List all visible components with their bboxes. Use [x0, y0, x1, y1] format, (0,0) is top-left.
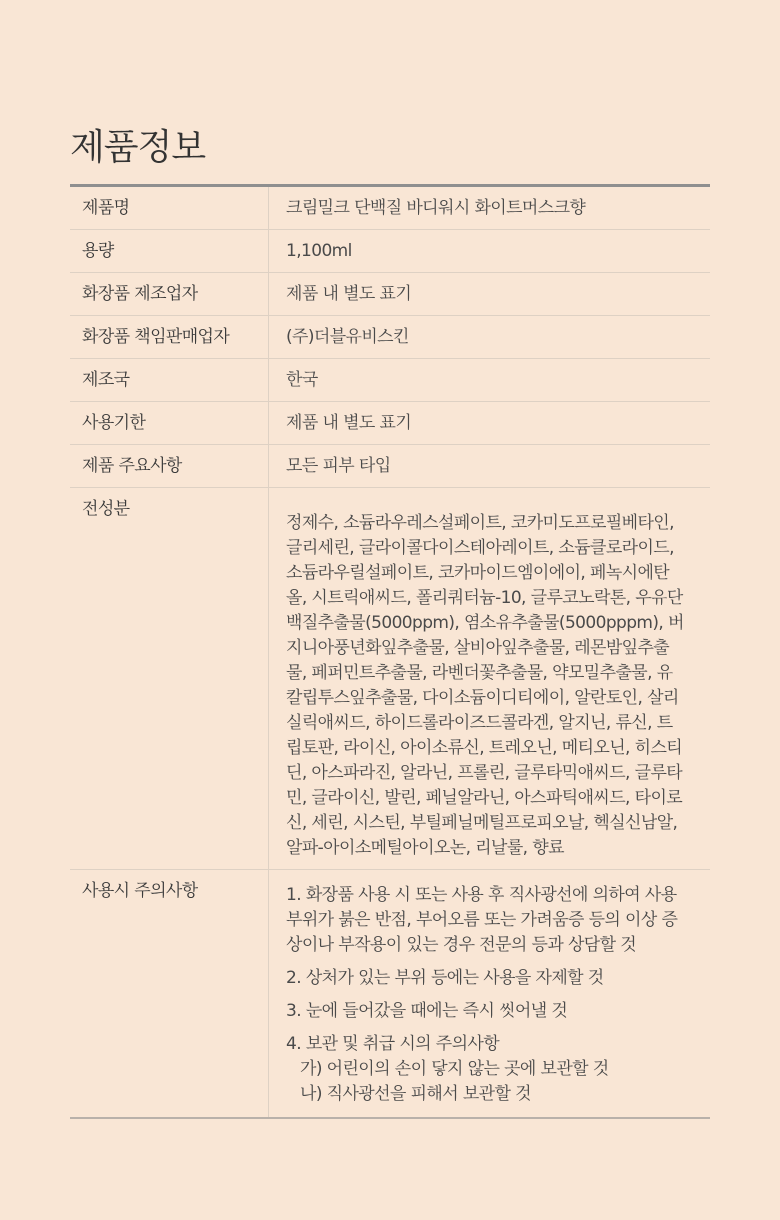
- row-value-manufacturer: 제품 내 별도 표기: [269, 273, 711, 316]
- row-value-distributor: (주)더블유비스킨: [269, 316, 711, 359]
- ingredients-text: [286, 511, 710, 861]
- row-label-country: 제조국: [70, 359, 269, 402]
- caution-item-1: [286, 883, 710, 958]
- ingredient-line: 물, 페퍼민트추출물, 라벤더꽃추출물, 약모밀추출물, 유: [286, 663, 673, 683]
- table-row: [70, 230, 710, 273]
- ingredient-line: 올, 시트릭애씨드, 폴리쿼터늄-10, 글루코노락톤, 우유단: [286, 588, 683, 608]
- row-label-distributor: 화장품 책임판매업자: [70, 316, 269, 359]
- ingredient-line: 칼립투스잎추출물, 다이소듐이디티에이, 알란토인, 살리: [286, 688, 679, 708]
- row-label-manufacturer: 화장품 제조업자: [70, 273, 269, 316]
- row-value-cautions: [269, 870, 711, 1119]
- cautions-list: [286, 883, 710, 1107]
- ingredient-line: 알파-아이소메틸아이오논, 리날룰, 향료: [286, 838, 564, 858]
- caution-line: 부위가 붉은 반점, 부어오름 또는 가려움증 등의 이상 증: [286, 910, 678, 930]
- ingredient-line: 민, 글라이신, 발린, 페닐알라닌, 아스파틱애씨드, 타이로: [286, 788, 683, 808]
- row-value-country: 한국: [269, 359, 711, 402]
- ingredient-line: 지니아풍년화잎추출물, 살비아잎추출물, 레몬밤잎추출: [286, 638, 670, 658]
- table-row: [70, 316, 710, 359]
- table-row: [70, 273, 710, 316]
- table-row: [70, 488, 710, 870]
- ingredient-line: 립토판, 라이신, 아이소류신, 트레오닌, 메티오닌, 히스티: [286, 738, 683, 758]
- row-value-product-name: 크림밀크 단백질 바디워시 화이트머스크향: [269, 186, 711, 230]
- page-title: 제품정보: [70, 127, 206, 168]
- row-label-expiry: 사용기한: [70, 402, 269, 445]
- caution-item-2: 2. 상처가 있는 부위 등에는 사용을 자제할 것: [286, 968, 604, 988]
- caution-item-3: 3. 눈에 들어갔을 때에는 즉시 씻어낼 것: [286, 1001, 568, 1021]
- caution-sub-item: 가) 어린이의 손이 닿지 않는 곳에 보관할 것: [300, 1059, 609, 1079]
- row-label-key-notes: 제품 주요사항: [70, 445, 269, 488]
- row-value-expiry: 제품 내 별도 표기: [269, 402, 711, 445]
- ingredient-line: 글리세린, 글라이콜다이스테아레이트, 소듐클로라이드,: [286, 538, 674, 558]
- ingredient-line: 백질추출물(5000ppm), 염소유추출물(5000pppm), 버: [286, 613, 684, 633]
- table-row: [70, 359, 710, 402]
- product-info-table: [70, 184, 710, 1119]
- caution-sub-item: 나) 직사광선을 피해서 보관할 것: [300, 1084, 531, 1104]
- table-row: [70, 402, 710, 445]
- row-value-ingredients: [269, 488, 711, 870]
- caution-line: 1. 화장품 사용 시 또는 사용 후 직사광선에 의하여 사용: [286, 885, 677, 905]
- row-value-key-notes: 모든 피부 타입: [269, 445, 711, 488]
- table-row: [70, 186, 710, 230]
- row-value-volume: 1,100ml: [269, 230, 711, 273]
- ingredient-line: 소듐라우릴설페이트, 코카마이드엠이에이, 페녹시에탄: [286, 563, 670, 583]
- row-label-volume: 용량: [70, 230, 269, 273]
- ingredient-line: 신, 세린, 시스틴, 부틸페닐메틸프로피오날, 헥실신남알,: [286, 813, 678, 833]
- ingredient-line: 정제수, 소듐라우레스설페이트, 코카미도프로필베타인,: [286, 513, 674, 533]
- row-label-cautions: 사용시 주의사항: [70, 870, 269, 1119]
- caution-item-4: [286, 1032, 710, 1107]
- row-label-product-name: 제품명: [70, 186, 269, 230]
- caution-line: 4. 보관 및 취급 시의 주의사항: [286, 1034, 500, 1054]
- ingredient-line: 딘, 아스파라진, 알라닌, 프롤린, 글루타믹애씨드, 글루타: [286, 763, 683, 783]
- table-row: [70, 445, 710, 488]
- caution-line: 상이나 부작용이 있는 경우 전문의 등과 상담할 것: [286, 935, 637, 955]
- table-row: [70, 870, 710, 1119]
- ingredient-line: 실릭애씨드, 하이드롤라이즈드콜라겐, 알지닌, 류신, 트: [286, 713, 673, 733]
- row-label-ingredients: 전성분: [70, 488, 269, 870]
